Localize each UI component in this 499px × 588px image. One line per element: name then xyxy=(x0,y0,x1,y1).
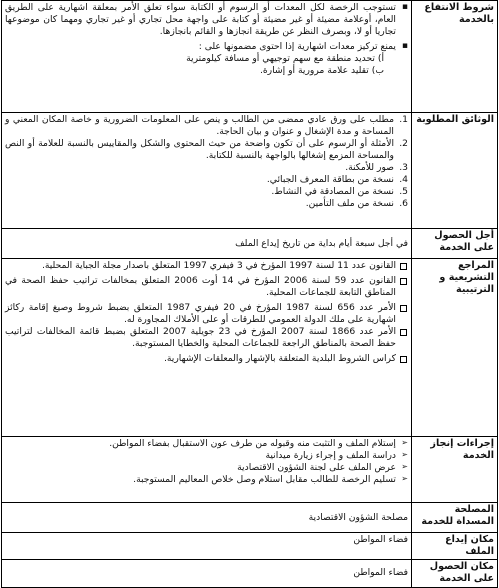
document-item: 4. نسخة من بطاقة المعرف الجبائي. xyxy=(266,173,408,185)
row-deadline xyxy=(2,229,498,259)
procedure-step: ➢ إستلام الملف و التثبت منه وقبوله من طرف عون الاستقبال بفضاء المواطن. xyxy=(5,438,408,450)
row-references xyxy=(2,259,498,437)
reference-item: الأمر عدد 656 لسنة 1987 المؤرخ في 20 فيفري 1987 المتعلق بضبط شروط وصيغ إقامة ركائز اشهارية على ملك الدولة العمومي للطرقات أو على الأملاك المجاورة له. xyxy=(5,302,408,326)
row-filing-place xyxy=(2,533,498,560)
conditions-content xyxy=(2,1,412,113)
document-item: 5. نسخة من المصادقة في النشاط. xyxy=(271,185,408,197)
pickup-place-text: فضاء المواطن xyxy=(2,559,412,587)
row-documents xyxy=(2,113,498,229)
references-content xyxy=(2,259,412,437)
filing-place-text: فضاء المواطن xyxy=(2,533,412,560)
document-item: 1. مطلب على ورق عادي ممضى من الطالب و ينص على المعلومات الضرورية و خاصة المكان المعني و المساحة و مدة الإشغال و عنوان و بيان الحاجة. xyxy=(5,114,408,137)
service-table xyxy=(1,0,498,588)
conditions-bullet: ▪ يمنع تركيز معدات اشهارية إذا احتوى مضمونها على : xyxy=(5,41,408,53)
row-pickup-place xyxy=(2,559,498,587)
header-pickup-place: مكان الحصول على الخدمة xyxy=(412,559,498,587)
reference-item: كراس الشروط البلدية المتعلقة بالإشهار والمعلقات الإشهارية. xyxy=(5,353,408,365)
procedure-step: ➢ دراسة الملف و إجراء زيارة ميدانية xyxy=(5,450,408,462)
row-procedure xyxy=(2,437,498,503)
document-item: 6. نسخة من ملف التأمين. xyxy=(305,197,408,209)
header-conditions: شروط الانتفاع بالخدمة xyxy=(412,1,498,113)
procedure-step: ➢ تسليم الرخصة للطالب مقابل استلام وصل خلاص المعاليم المستوجبة. xyxy=(5,474,408,486)
row-conditions xyxy=(2,1,498,113)
header-references: المراجع التشريعية و الترتيبية xyxy=(412,259,498,437)
reference-item: القانون عدد 59 لسنة 2006 المؤرخ في 14 أوت 2006 المتعلق بمخالفات تراتيب حفظ الصحة في المناطق التابعة للجماعات المحلية. xyxy=(5,275,408,299)
procedure-step: ➢ عرض الملف على لجنة الشؤون الاقتصادية xyxy=(5,462,408,474)
service-unit-text: مصلحة الشؤون الاقتصادية xyxy=(2,503,412,533)
reference-item: القانون عدد 11 لسنة 1997 المؤرخ في 3 فيفري 1997 المتعلق باصدار مجلة الجباية المحلية. xyxy=(5,260,408,272)
header-procedure: إجراءات إنجاز الخدمة xyxy=(412,437,498,503)
document-item: 3. صور للأمكنة. xyxy=(345,161,408,173)
deadline-text: في أجل سبعة أيام بداية من تاريخ إيداع الملف xyxy=(2,229,412,259)
row-service-unit xyxy=(2,503,498,533)
reference-item: الأمر عدد 1866 لسنة 2007 المؤرخ في 23 جويلية 2007 المتعلق بضبط قائمة المخالفات لتراتيب حفظ الصحة بالمناطق الراجعة للجماعات المحلية والخطايا المستوجبة. xyxy=(5,326,408,350)
document-item: 2. الأمثلة أو الرسوم على أن تكون واضحة من حيث المحتوى والشكل والمقاييس بالنسبة للعلامة أو النص والمساحة المزمع إشغالها بالواجهة بالنسبة للكتابة. xyxy=(5,137,408,161)
conditions-bullet: ▪ تستوجب الرخصة لكل المعدات أو الرسوم أو الكتابة سواء تعلق الأمر بمعلقة اشهارية على الطريق العام، أوعلامة مضيئة أو غير مضيئة أو كتابة على واجهة محل تجاري أو غير تجاري ومهما كان موضوعها تجاريا أو لا، وبصرف النظر عن طريقة انجازها و القائم بانجازها. xyxy=(5,2,408,38)
header-filing-place: مكان إيداع الملف xyxy=(412,533,498,560)
documents-content xyxy=(2,113,412,229)
conditions-sub-item: أ) تحديد منطقة مع سهم توجيهي أو مسافة كيلومترية xyxy=(186,52,384,64)
conditions-sub-item: ب) تقليد علامة مرورية أو إشارة. xyxy=(259,64,384,76)
header-deadline: أجل الحصول على الخدمة xyxy=(412,229,498,259)
header-documents: الوثائق المطلوبة xyxy=(412,113,498,229)
procedure-content xyxy=(2,437,412,503)
header-service-unit: المصلحة المسداة للخدمة xyxy=(412,503,498,533)
